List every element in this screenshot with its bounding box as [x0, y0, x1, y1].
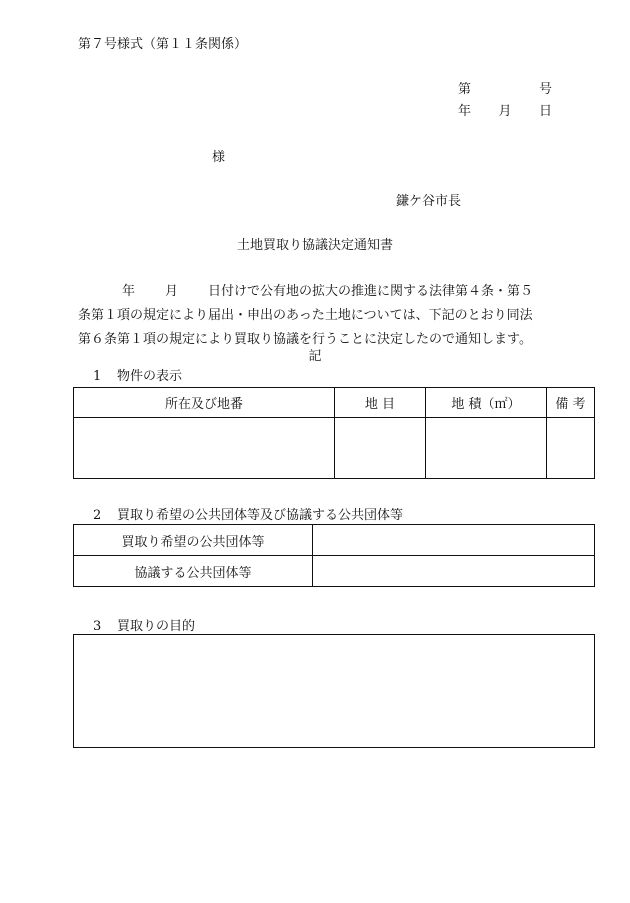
document-number-line — [458, 83, 552, 96]
section-1-number: 1 — [93, 369, 102, 384]
header-remarks: 備 考 — [547, 388, 595, 418]
section-1-label: 物件の表示 — [117, 369, 183, 384]
ki-heading: 記 — [308, 349, 322, 364]
property-table-row — [74, 418, 595, 479]
body-year: 年 — [122, 284, 136, 299]
issuer-name: 鎌ケ谷市長 — [396, 194, 462, 209]
date-line — [458, 105, 552, 118]
section-2-label: 買取り希望の公共団体等及び協議する公共団体等 — [117, 508, 404, 523]
addressee-suffix: 様 — [212, 150, 226, 165]
date-year: 年 — [458, 104, 472, 119]
number-suffix: 号 — [538, 82, 552, 97]
date-day: 日 — [538, 104, 552, 119]
table-row — [74, 556, 595, 587]
form-number: 第７号様式（第１１条関係） — [78, 37, 248, 52]
body-month: 月 — [165, 284, 179, 299]
header-area: 地 積（㎡） — [426, 388, 547, 418]
public-entity-table — [73, 524, 595, 587]
section-1-heading — [93, 370, 182, 383]
purpose-box[interactable] — [73, 634, 595, 748]
section-3-label: 買取りの目的 — [117, 619, 196, 634]
label-negotiating-entity: 協議する公共団体等 — [74, 556, 313, 587]
property-table — [73, 387, 595, 479]
body-line-2: 条第１項の規定により届出・申出のあった土地については、下記のとおり同法 — [78, 308, 533, 323]
cell-negotiating-entity[interactable] — [313, 556, 595, 587]
section-2-number: 2 — [93, 508, 102, 523]
header-land-category: 地 目 — [335, 388, 426, 418]
date-month: 月 — [498, 104, 512, 119]
body-line-1 — [78, 280, 554, 304]
cell-area[interactable] — [426, 418, 547, 479]
number-prefix: 第 — [458, 82, 472, 97]
cell-land-category[interactable] — [335, 418, 426, 479]
cell-location[interactable] — [74, 418, 335, 479]
label-requesting-entity: 買取り希望の公共団体等 — [74, 525, 313, 556]
property-table-header — [74, 388, 595, 418]
section-3-heading — [93, 620, 195, 633]
body-text — [78, 280, 554, 352]
cell-remarks[interactable] — [547, 418, 595, 479]
header-location: 所在及び地番 — [74, 388, 335, 418]
cell-requesting-entity[interactable] — [313, 525, 595, 556]
body-line-1-rest: 日付けで公有地の拡大の推進に関する法律第４条・第５ — [208, 284, 534, 299]
section-3-number: 3 — [93, 619, 102, 634]
section-2-heading — [93, 509, 403, 522]
table-row — [74, 525, 595, 556]
body-line-3: 第６条第１項の規定により買取り協議を行うことに決定したので通知します。 — [78, 332, 532, 347]
document-title: 土地買取り協議決定通知書 — [236, 238, 393, 253]
